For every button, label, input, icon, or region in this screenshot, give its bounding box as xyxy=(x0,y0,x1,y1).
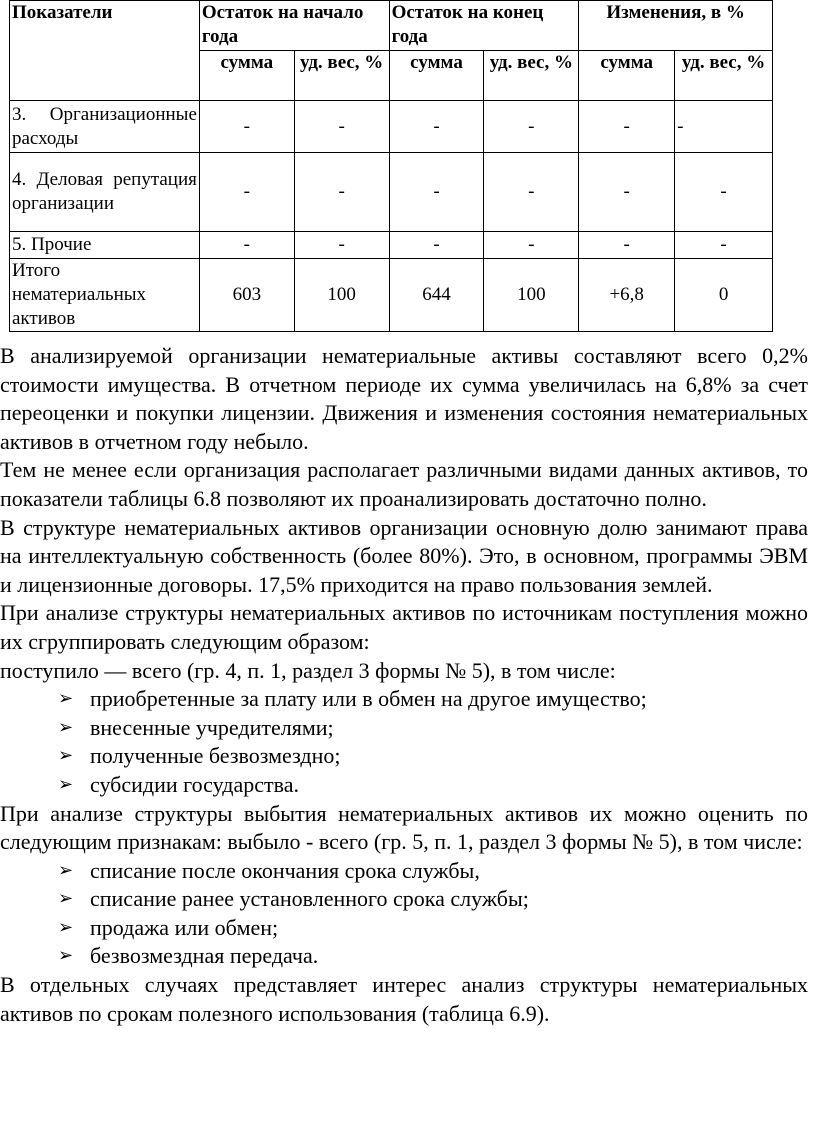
list-item xyxy=(0,714,808,743)
table-cell: - xyxy=(579,101,675,153)
header-end-of-year: Остаток на конец года xyxy=(389,1,579,51)
table-header-row xyxy=(10,1,773,51)
paragraph: В структуре нематериальных активов организации основную долю занимают права на интеллектуальную собственность (более 80%). Это, в основном, программы ЭВМ и лицензионные договоры. 17,5% приходится на право пользования землей. xyxy=(0,514,808,597)
table-row xyxy=(10,153,773,232)
table-cell: - xyxy=(484,153,579,232)
table-cell: 603 xyxy=(199,259,294,332)
subheader-share: уд. вес, % xyxy=(294,51,389,101)
table-cell: - xyxy=(389,101,484,153)
table-cell: 100 xyxy=(294,259,389,332)
arrow-bullet-icon: ➢ xyxy=(58,888,74,910)
table-row xyxy=(10,232,773,259)
table-cell: +6,8 xyxy=(579,259,675,332)
table-cell: - xyxy=(484,101,579,153)
arrow-bullet-icon: ➢ xyxy=(58,773,74,795)
table-cell: - xyxy=(199,232,294,259)
table-cell: - xyxy=(294,101,389,153)
list-item xyxy=(0,942,808,971)
subheader-sum: сумма xyxy=(389,51,484,101)
subheader-sum: сумма xyxy=(199,51,294,101)
paragraph: В отдельных случаях представляет интерес анализ структуры нематериальных активов по срокам полезного использования (таблица 6.9). xyxy=(0,972,808,1026)
arrow-bullet-icon: ➢ xyxy=(58,688,74,710)
disposal-list xyxy=(0,857,808,971)
arrow-bullet-icon: ➢ xyxy=(58,916,74,938)
list-item-text: списание после окончания срока службы, xyxy=(90,857,480,883)
list-item-text: внесенные учредителями; xyxy=(90,714,334,740)
header-change: Изменения, в % xyxy=(579,1,773,51)
list-item xyxy=(0,857,808,886)
table-cell: 644 xyxy=(389,259,484,332)
paragraph: Тем не менее если организация располагает различными видами данных активов, то показатели таблицы 6.8 позволяют их проанализировать достаточно полно. xyxy=(0,457,808,511)
table-cell: - xyxy=(389,232,484,259)
table-cell: 0 xyxy=(675,259,773,332)
row-label: Итого нематериальных активов xyxy=(10,259,200,332)
row-label: 3. Организационные расходы xyxy=(10,101,200,153)
list-item-text: субсидии государства. xyxy=(90,771,299,797)
table-cell: - xyxy=(199,153,294,232)
receipt-sources-list xyxy=(0,685,808,799)
paragraph: При анализе структуры выбытия нематериальных активов их можно оценить по следующим признакам: выбыло - всего (гр. 5, п. 1, раздел 3 формы № 5), в том числе: xyxy=(0,800,808,855)
table-cell: - xyxy=(579,153,675,232)
table-row-total xyxy=(10,259,773,332)
body-text xyxy=(0,342,808,1028)
intangible-assets-table xyxy=(9,0,773,332)
list-item xyxy=(0,771,808,800)
paragraph: В анализируемой организации нематериальные активы составляют всего 0,2% стоимости имущества. В отчетном периоде их сумма увеличилась на 6,8% за счет переоценки и покупки лицензии. Движения и изменения состояния нематериальных активов в отчетном году небыло. xyxy=(0,343,808,454)
table-cell: - xyxy=(675,232,773,259)
table-cell: - xyxy=(389,153,484,232)
list-item xyxy=(0,685,808,714)
table-cell: - xyxy=(579,232,675,259)
table-cell: - xyxy=(199,101,294,153)
list-item xyxy=(0,914,808,943)
row-label: 4. Деловая репутация организации xyxy=(10,153,200,232)
paragraph: поступило — всего (гр. 4, п. 1, раздел 3 формы № 5), в том числе: xyxy=(0,657,616,683)
list-item-text: приобретенные за плату или в обмен на другое имущество; xyxy=(90,686,647,712)
list-item xyxy=(0,742,808,771)
arrow-bullet-icon: ➢ xyxy=(58,745,74,767)
table-cell: - xyxy=(294,153,389,232)
arrow-bullet-icon: ➢ xyxy=(58,945,74,967)
subheader-share: уд. вес, % xyxy=(484,51,579,101)
arrow-bullet-icon: ➢ xyxy=(58,716,74,738)
list-item-text: безвозмездная передача. xyxy=(90,943,319,969)
header-indicators: Показатели xyxy=(10,1,200,101)
list-item-text: полученные безвозмездно; xyxy=(90,743,341,769)
table-row xyxy=(10,101,773,153)
table-cell: - xyxy=(484,232,579,259)
subheader-sum: сумма xyxy=(579,51,675,101)
list-item-text: списание ранее установленного срока службы; xyxy=(90,886,529,912)
header-start-of-year: Остаток на начало года xyxy=(199,1,389,51)
paragraph: При анализе структуры нематериальных активов по источникам поступления можно их сгруппировать следующим образом: xyxy=(0,600,808,654)
arrow-bullet-icon: ➢ xyxy=(58,859,74,881)
table-cell: - xyxy=(294,232,389,259)
subheader-share: уд. вес, % xyxy=(675,51,773,101)
row-label: 5. Прочие xyxy=(10,232,200,259)
list-item xyxy=(0,885,808,914)
table-cell: - xyxy=(675,153,773,232)
table-cell: 100 xyxy=(484,259,579,332)
list-item-text: продажа или обмен; xyxy=(90,914,279,940)
table-cell: - xyxy=(675,101,773,153)
